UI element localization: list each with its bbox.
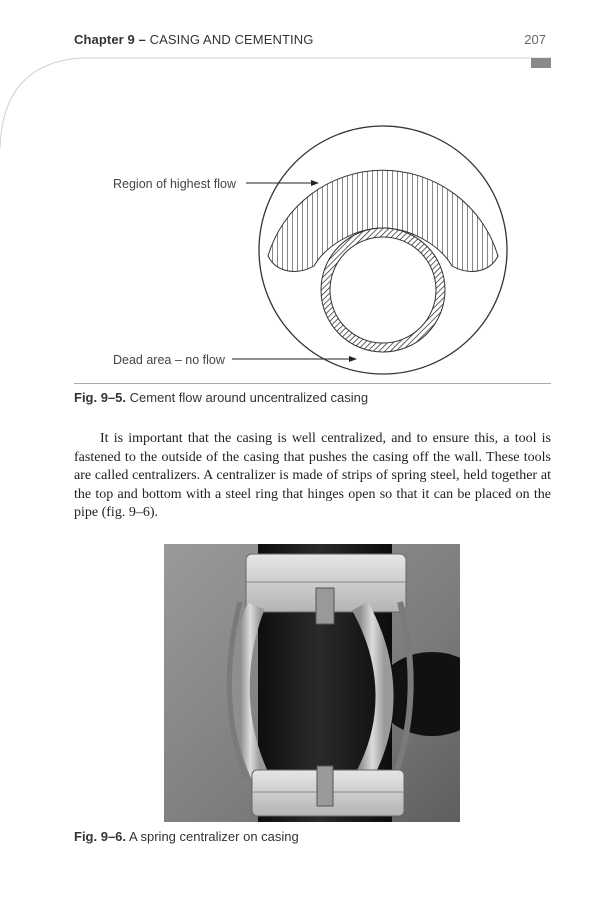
caption-text: A spring centralizer on casing: [128, 829, 299, 844]
running-header-chapter: [74, 32, 313, 47]
chapter-number: Chapter 9 –: [74, 32, 146, 47]
caption-number: Fig. 9–6.: [74, 829, 127, 844]
casing-bore: [330, 237, 436, 343]
cement-flow-diagram: [100, 118, 560, 380]
header-marker-block: [531, 58, 551, 68]
centralizer-photo: [164, 544, 460, 822]
label-dead-area: Dead area – no flow: [113, 353, 225, 367]
body-paragraph: It is important that the casing is well centralized, and to ensure this, a tool is fastened to the outside of the casing that pushes the casing off the wall. These tools are called centralizers. A centralizer is made of strips of spring steel, held together at the top and bottom with a steel ring that hinges open so that it can be placed on the pipe (fig. 9–6).: [74, 431, 551, 520]
figure-caption-9-6: [74, 829, 299, 844]
figure-caption-9-5: [74, 390, 368, 405]
centralizer-illustration: [164, 544, 460, 822]
caption-divider: [74, 383, 551, 384]
chapter-title: CASING AND CEMENTING: [149, 32, 314, 47]
bottom-hinge: [317, 766, 333, 806]
top-hinge: [316, 588, 334, 624]
caption-text: Cement flow around uncentralized casing: [129, 390, 369, 405]
caption-number: Fig. 9–5.: [74, 390, 127, 405]
page-number: 207: [524, 32, 546, 47]
label-highest-flow: Region of highest flow: [113, 177, 236, 191]
